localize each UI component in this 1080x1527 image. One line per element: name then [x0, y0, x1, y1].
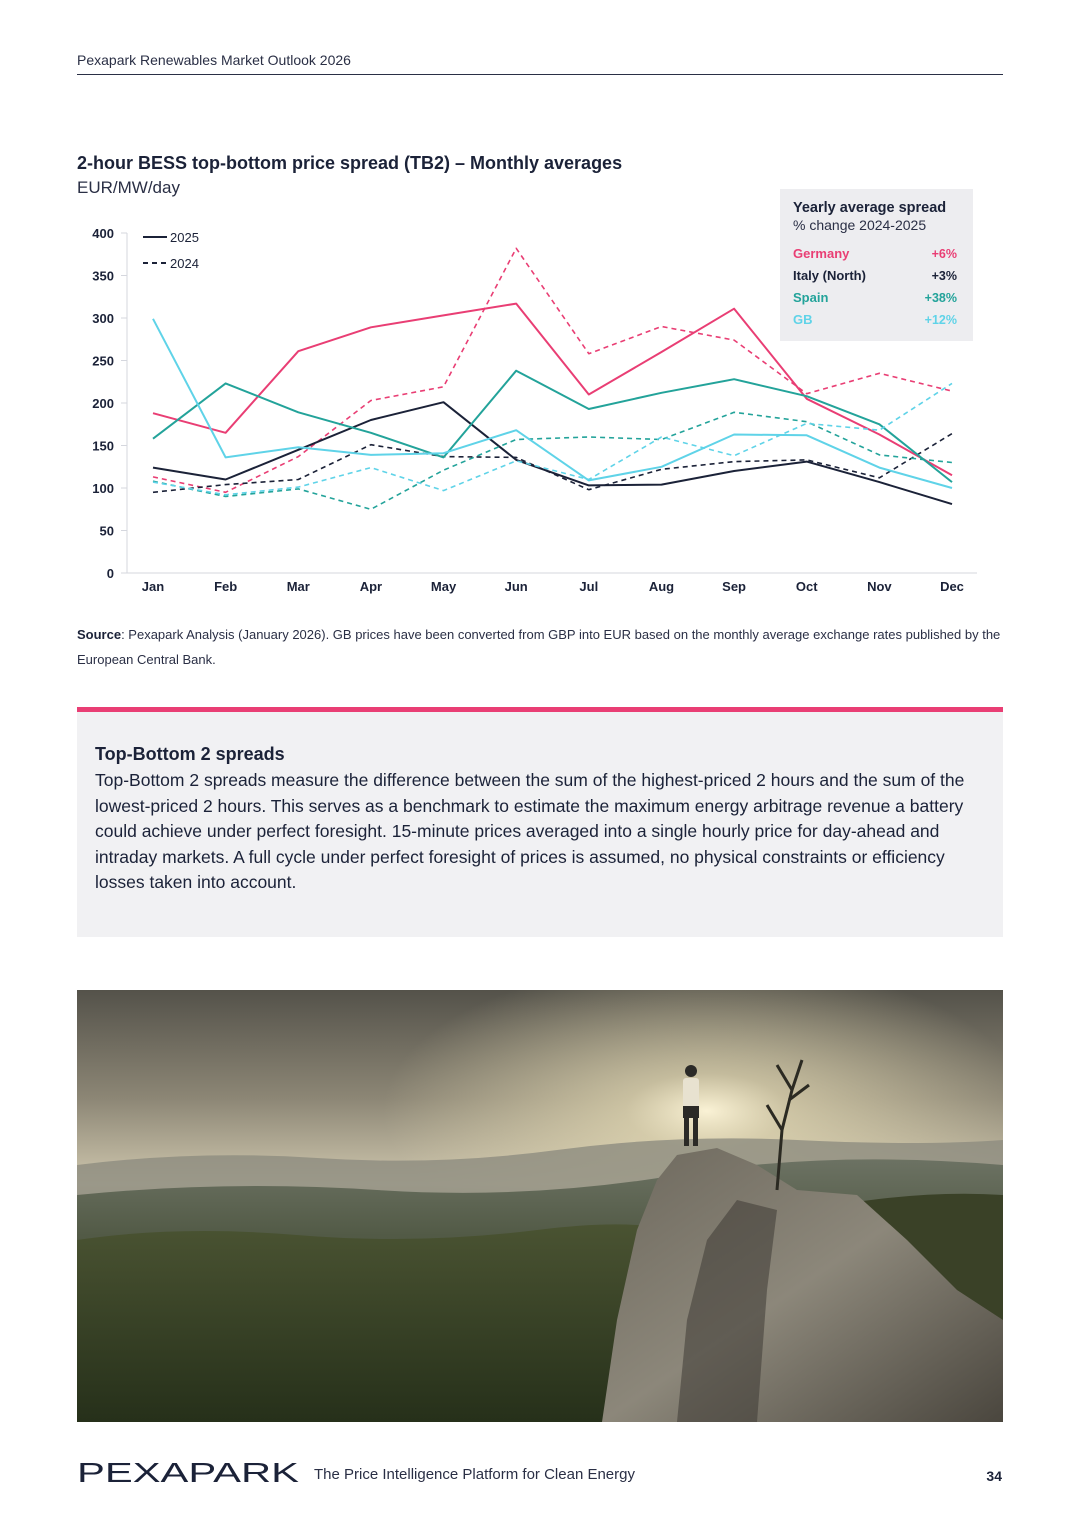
- x-tick-label: Dec: [940, 579, 964, 594]
- y-tick-label: 200: [92, 396, 114, 411]
- y-tick-label: 50: [99, 523, 114, 539]
- pexapark-logo: [77, 1457, 302, 1488]
- x-tick-label: Oct: [795, 579, 818, 594]
- source-label: Source: [77, 627, 122, 642]
- x-tick-label: Mar: [286, 579, 310, 594]
- yearly-box-row-label: GB: [793, 312, 813, 327]
- yearly-box-subtitle: % change 2024-2025: [793, 217, 927, 233]
- x-tick-label: Sep: [722, 579, 747, 594]
- yearly-box-row-label: Italy (North): [793, 268, 866, 283]
- page-number: 34: [986, 1468, 1002, 1484]
- x-tick-label: May: [430, 579, 457, 594]
- yearly-box-row-value: +3%: [931, 269, 957, 283]
- chart-title: 2-hour BESS top-bottom price spread (TB2) – Monthly averages: [77, 153, 623, 173]
- yearly-box-row-label: Spain: [793, 290, 829, 305]
- y-tick-label: 250: [92, 353, 114, 369]
- series-line-italy-north-2025: [153, 402, 952, 504]
- x-tick-label: Feb: [214, 579, 238, 594]
- landscape-photo: [77, 990, 1003, 1422]
- x-tick-label: Aug: [648, 579, 675, 594]
- legend-solid-label: 2025: [170, 230, 199, 245]
- y-tick-label: 400: [92, 226, 114, 241]
- series-line-gb-2024: [153, 383, 952, 494]
- y-tick-label: 350: [92, 268, 114, 284]
- legend-dashed-label: 2024: [170, 256, 199, 271]
- chart-unit: EUR/MW/day: [77, 178, 180, 197]
- y-tick-label: 300: [92, 311, 114, 326]
- x-tick-label: Jun: [504, 579, 528, 594]
- series-line-italy-north-2024: [153, 434, 952, 493]
- chart-source: [77, 622, 1003, 672]
- yearly-box-row-value: +38%: [924, 291, 957, 305]
- info-box-body: Top-Bottom 2 spreads measure the difference between the sum of the highest-priced 2 hours and the sum of the lowest-priced 2 hours. This serves as a benchmark to estimate the maximum energy arbitrage revenue a battery could achieve under perfect foresight. 15-minute prices averaged into a single hourly price for day-ahead and intraday markets. A full cycle under perfect foresight of prices is assumed, no physical constraints or efficiency losses taken into account.: [95, 770, 965, 892]
- x-tick-label: Apr: [359, 579, 383, 594]
- document-header-title: Pexapark Renewables Market Outlook 2026: [77, 52, 351, 68]
- yearly-box-row-value: +6%: [931, 247, 957, 261]
- y-tick-label: 100: [92, 481, 114, 496]
- info-box: [77, 707, 1003, 937]
- source-text: : Pexapark Analysis (January 2026). GB prices have been converted from GBP into EUR based on the monthly average exchange rates published by the European Central Bank.: [77, 627, 1001, 667]
- yearly-box-title: Yearly average spread: [793, 200, 947, 216]
- y-tick-label: 0: [106, 566, 114, 581]
- info-box-title: Top-Bottom 2 spreads: [95, 744, 285, 764]
- x-tick-label: Nov: [867, 579, 892, 594]
- yearly-box-row-label: Germany: [793, 246, 850, 261]
- x-tick-label: Jul: [579, 579, 599, 594]
- x-tick-label: Jan: [141, 579, 165, 594]
- y-tick-label: 150: [92, 438, 114, 454]
- series-line-gb-2025: [153, 319, 952, 488]
- footer-tagline: The Price Intelligence Platform for Clean Energy: [314, 1466, 635, 1483]
- yearly-average-box: [780, 189, 973, 341]
- legend: [143, 230, 199, 271]
- line-chart: [77, 200, 1003, 600]
- yearly-box-row-value: +12%: [924, 313, 957, 327]
- header-divider: [77, 74, 1003, 75]
- pexapark-logo-text: PEXAPARK: [77, 1457, 300, 1488]
